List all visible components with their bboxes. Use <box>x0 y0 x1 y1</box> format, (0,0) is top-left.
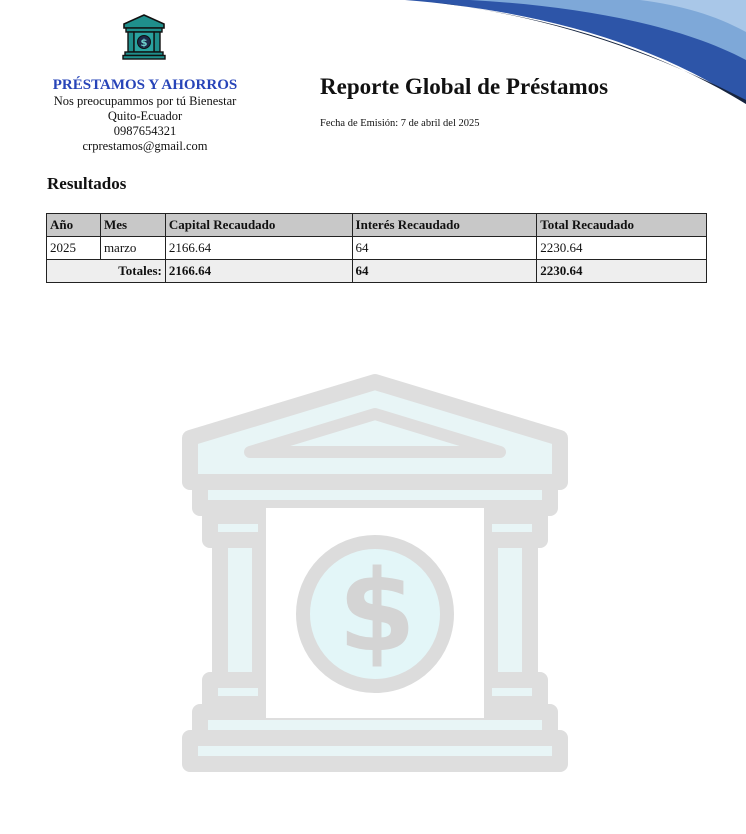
totals-interest: 64 <box>352 260 537 283</box>
column-header-total: Total Recaudado <box>537 214 707 237</box>
svg-text:$: $ <box>338 547 416 677</box>
cell-capital: 2166.64 <box>165 237 352 260</box>
table-header-row <box>47 214 707 237</box>
totals-total: 2230.64 <box>537 260 707 283</box>
company-phone: 0987654321 <box>113 124 177 138</box>
report-title: Reporte Global de Préstamos <box>320 74 609 99</box>
emission-date: Fecha de Emisión: 7 de abril del 2025 <box>320 118 480 129</box>
column-header-capital: Capital Recaudado <box>165 214 352 237</box>
company-location: Quito-Ecuador <box>107 109 183 123</box>
column-header-year: Año <box>47 214 101 237</box>
bank-logo-icon <box>120 14 168 60</box>
cell-interest: 64 <box>352 237 537 260</box>
company-name: PRÉSTAMOS Y AHORROS <box>52 77 238 93</box>
cell-month: marzo <box>100 237 165 260</box>
column-header-interest: Interés Recaudado <box>352 214 537 237</box>
totals-label: Totales: <box>47 260 166 283</box>
svg-text:$: $ <box>140 38 148 49</box>
results-table <box>46 213 707 283</box>
company-info <box>40 76 250 154</box>
cell-year: 2025 <box>47 237 101 260</box>
column-header-month: Mes <box>100 214 165 237</box>
totals-capital: 2166.64 <box>165 260 352 283</box>
company-email: crprestamos@gmail.com <box>82 139 208 153</box>
table-row <box>47 237 707 260</box>
bank-watermark-icon <box>170 370 580 774</box>
results-heading: Resultados <box>47 174 127 193</box>
company-slogan: Nos preocupammos por tú Bienestar <box>53 94 237 108</box>
totals-row <box>47 260 707 283</box>
cell-total: 2230.64 <box>537 237 707 260</box>
